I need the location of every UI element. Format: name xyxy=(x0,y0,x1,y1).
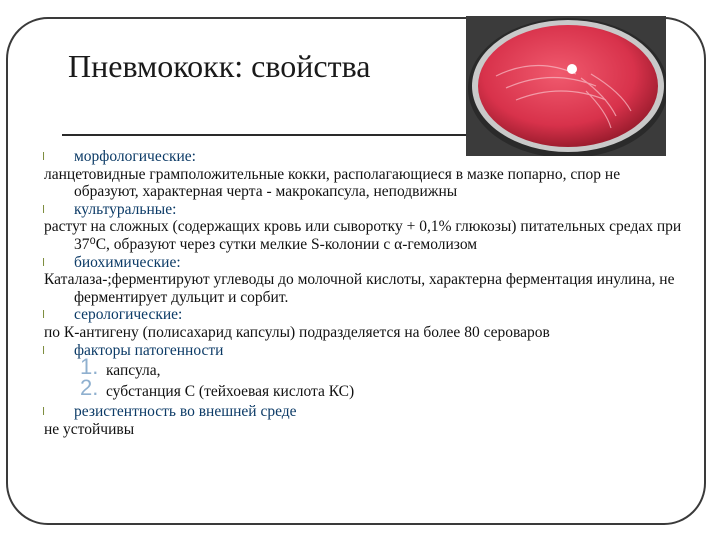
section-heading: l культуральные: xyxy=(42,200,177,218)
petri-dish-image xyxy=(466,16,666,156)
section-heading: l серологические: xyxy=(42,306,183,324)
section-text: растут на сложных (содержащих кровь или сыворотку + 0,1% глюкозы) питательных средах при 37⁰С, образуют через сутки мелкие S-колонии с α-гемолизом xyxy=(44,218,682,253)
section-text: ланцетовидные грамположительные кокки, располагающиеся в мазке попарно, спор не образуют, характерная черта - макрокапсула, неподвижны xyxy=(44,165,621,201)
item-number: 1. xyxy=(80,354,99,380)
numbered-item xyxy=(44,354,684,380)
slide-title: Пневмококк: свойства xyxy=(68,48,371,84)
section-heading: l факторы патогенности xyxy=(42,341,224,359)
bullet-l-icon: l xyxy=(42,150,46,163)
bullet-l-icon: l xyxy=(42,255,46,269)
section-heading: l биохимические: xyxy=(42,253,181,271)
section-text: не устойчивы xyxy=(44,420,135,438)
bullet-l-icon: l xyxy=(42,405,46,419)
bullet-l-icon: l xyxy=(42,202,46,216)
section-heading: l резистентность во внешней среде xyxy=(42,403,297,421)
item-number: 2. xyxy=(80,375,99,401)
section-text: Каталаза-;ферментируют углеводы до молочной кислоты, характерна ферментация инулина, не ферментирует дульцит и сорбит. xyxy=(44,271,675,306)
bullet-l-icon: l xyxy=(42,308,46,322)
section-text: по К-антигену (полисахарид капсулы) подразделяется на более 80 сероваров xyxy=(44,323,550,341)
numbered-item xyxy=(44,375,684,401)
item-text: капсула, xyxy=(106,362,161,380)
title-underline xyxy=(62,134,472,136)
properties-list xyxy=(44,148,684,438)
section-heading: l морфологические: xyxy=(42,148,196,165)
petri-dish-drawing xyxy=(466,16,666,156)
item-text: субстанция С (тейхоевая кислота КС) xyxy=(106,383,355,401)
bullet-l-icon: l xyxy=(42,343,46,357)
